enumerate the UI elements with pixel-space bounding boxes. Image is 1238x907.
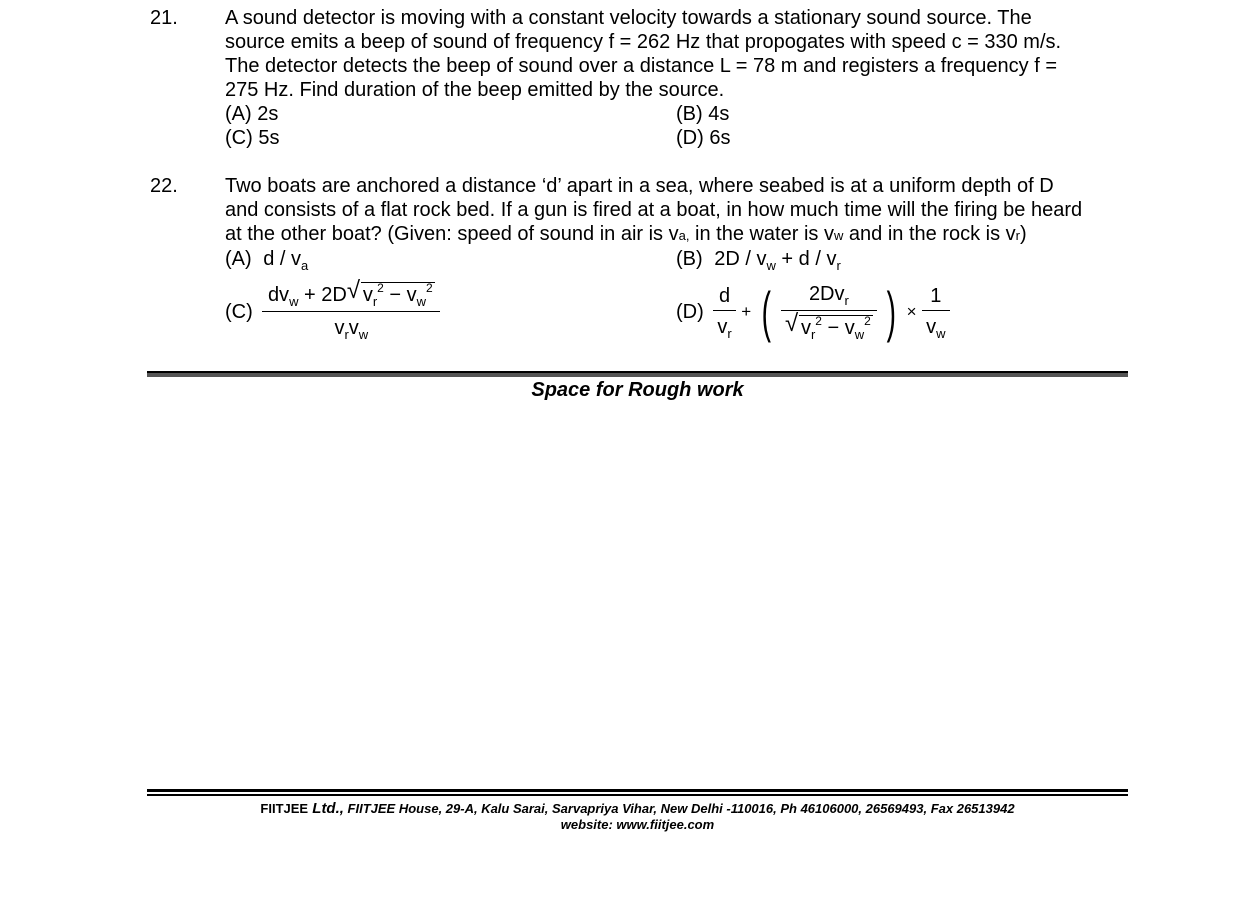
footer-brand: FIITJEE (260, 801, 309, 816)
q21-option-c: (C) 5s (225, 127, 280, 149)
left-paren: ( (761, 280, 771, 343)
q21-option-a: (A) 2s (225, 103, 279, 125)
right-paren: ) (887, 280, 897, 343)
q22-option-c: (C) $dv_w + 2D$ √ $v_r^2 - v_w^2$ $v_rv_w$ (225, 282, 440, 342)
footer-ltd: Ltd., (308, 800, 344, 817)
square-root-icon: √ $v_r^2 - v_w^2$ (784, 310, 871, 342)
option-c-fraction: $dv_w + 2D$ √ $v_r^2 - v_w^2$ $v_rv_w$ (262, 282, 440, 342)
question-22-text (225, 174, 1125, 248)
footer-address (147, 801, 1128, 817)
footer-address-text: FIITJEE House, 29-A, Kalu Sarai, Sarvapriya Vihar, New Delhi -110016, Ph 46106000, 26569493, Fax 26513942 (343, 801, 1015, 816)
q22-option-b: (B) $2D / v_w + d / v_r$ (676, 248, 841, 273)
question-22-line: at the other boat? (Given: speed of sound in air is va, in the water is vw and in the rock is vr) (225, 223, 1027, 245)
option-d-fraction-2: $2Dv_r$ √ $v_r^2 - v_w^2$ (781, 282, 877, 342)
q21-option-d: (D) 6s (676, 127, 731, 149)
question-21-line: A sound detector is moving with a constant velocity towards a stationary sound source. The (225, 7, 1032, 29)
question-21-line: source emits a beep of sound of frequency f = 262 Hz that propogates with speed c = 330 m/s. (225, 31, 1062, 53)
question-21-line: The detector detects the beep of sound over a distance L = 78 m and registers a frequency f = (225, 55, 1057, 77)
option-d-fraction-1: $\frac{d}{v_r}$ (713, 284, 735, 341)
footer-website: website: www.fiitjee.com (560, 817, 715, 832)
question-21-number: 21. (150, 7, 178, 29)
question-21-text (225, 6, 1125, 102)
square-root-icon: √ $v_r^2 - v_w^2$ (346, 277, 433, 309)
divider-line-bottom (147, 373, 1128, 377)
question-21-line: 275 Hz. Find duration of the beep emitted by the source. (225, 79, 725, 101)
rough-work-heading: Space for Rough work (531, 379, 744, 401)
question-22-line: Two boats are anchored a distance ‘d’ apart in a sea, where seabed is at a uniform depth of D (225, 175, 1054, 197)
q22-option-a: (A) d / $v_a$ (225, 248, 309, 273)
question-22-line: and consists of a flat rock bed. If a gun is fired at a boat, in how much time will the firing be heard (225, 199, 1083, 221)
q21-option-b: (B) 4s (676, 103, 730, 125)
q22-option-d: (D) $\frac{d}{v_r}$ + ( $2Dv_r$ √ $v_r^2 - v_w^2$ ) × $\frac{1}{v_w}$ (676, 282, 950, 342)
option-d-fraction-3: $\frac{1}{v_w}$ (922, 284, 949, 341)
question-22-number: 22. (150, 175, 178, 197)
footer-rule-bottom (147, 794, 1128, 796)
footer-rule-top (147, 789, 1128, 792)
